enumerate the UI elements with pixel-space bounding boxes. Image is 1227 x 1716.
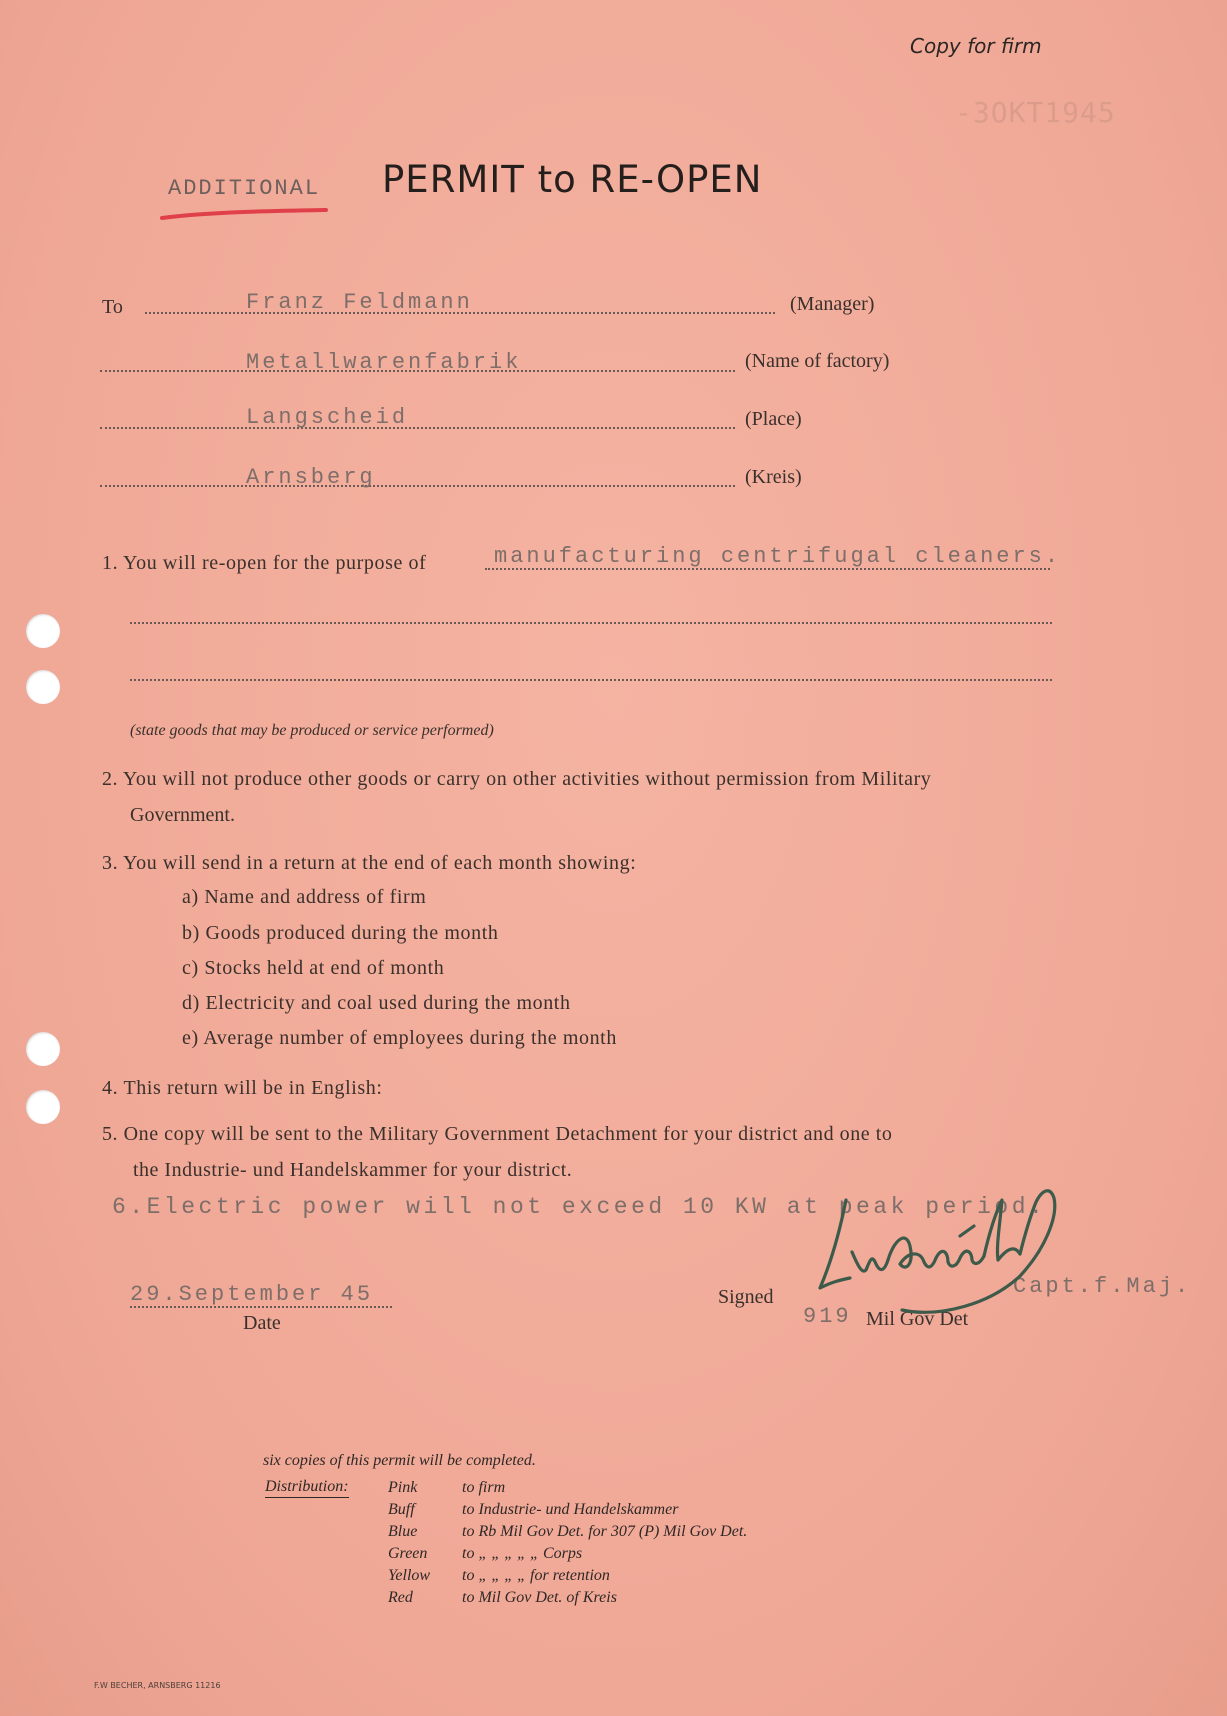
manager-value: Franz Feldmann bbox=[246, 290, 473, 315]
item-1-text: 1. You will re-open for the purpose of bbox=[102, 552, 427, 574]
distribution-label: Distribution: bbox=[265, 1478, 349, 1498]
item-1-value: manufacturing centrifugal cleaners. bbox=[494, 544, 1062, 569]
item-2-line-2: Government. bbox=[130, 804, 235, 826]
distribution-dest: to „ „ „ „ „ Corps bbox=[462, 1545, 583, 1562]
item-6-text: 6.Electric power will not exceed 10 KW at peak period. bbox=[112, 1194, 1047, 1220]
distribution-color: Red bbox=[388, 1589, 413, 1606]
item-3-text: 3. You will send in a return at the end of each month showing: bbox=[102, 852, 637, 874]
distribution-dest: to „ „ „ „ for retention bbox=[462, 1567, 610, 1584]
item-4-text: 4. This return will be in English: bbox=[102, 1077, 383, 1099]
item-3-sub-e: e) Average number of employees during the month bbox=[182, 1027, 617, 1049]
distribution-color: Blue bbox=[388, 1523, 418, 1540]
kreis-label: (Kreis) bbox=[745, 466, 802, 488]
distribution-color: Green bbox=[388, 1545, 428, 1562]
distribution-dest: to Industrie- und Handelskammer bbox=[462, 1501, 679, 1518]
item-3-sub-c: c) Stocks held at end of month bbox=[182, 957, 445, 979]
item-1-note: (state goods that may be produced or service performed) bbox=[130, 722, 494, 739]
kreis-value: Arnsberg bbox=[246, 465, 376, 490]
additional-stamp: ADDITIONAL bbox=[168, 176, 321, 201]
rank-value: Capt.f.Maj. bbox=[1013, 1274, 1192, 1299]
handwritten-signature bbox=[810, 1160, 1070, 1320]
det-number: 919 bbox=[803, 1304, 852, 1329]
item-1-blank-line bbox=[130, 679, 1052, 681]
item-2-line-1: 2. You will not produce other goods or carry on other activities without permission from Military bbox=[102, 768, 932, 790]
signed-label: Signed bbox=[718, 1286, 774, 1308]
to-label: To bbox=[102, 296, 123, 318]
distribution-color: Buff bbox=[388, 1501, 415, 1518]
distribution-dest: to Rb Mil Gov Det. for 307 (P) Mil Gov Det. bbox=[462, 1523, 748, 1540]
date-line bbox=[130, 1306, 392, 1308]
date-label: Date bbox=[243, 1312, 281, 1334]
factory-label: (Name of factory) bbox=[745, 350, 890, 372]
document-title: PERMIT to RE-OPEN bbox=[382, 158, 763, 201]
item-3-sub-d: d) Electricity and coal used during the month bbox=[182, 992, 571, 1014]
punch-hole bbox=[26, 614, 60, 648]
red-underline-mark bbox=[160, 206, 330, 222]
place-line bbox=[100, 427, 735, 429]
place-value: Langscheid bbox=[246, 405, 409, 430]
copy-for-firm-label: Copy for firm bbox=[910, 34, 1042, 58]
distribution-intro: six copies of this permit will be completed. bbox=[263, 1452, 536, 1469]
item-5-line-2: the Industrie- und Handelskammer for your district. bbox=[133, 1159, 573, 1181]
place-label: (Place) bbox=[745, 408, 802, 430]
received-date-stamp: -3OKT1945 bbox=[955, 96, 1116, 129]
item-3-sub-b: b) Goods produced during the month bbox=[182, 922, 499, 944]
punch-hole bbox=[26, 670, 60, 704]
factory-value: Metallwarenfabrik bbox=[246, 350, 522, 375]
det-label: Mil Gov Det bbox=[866, 1308, 969, 1330]
kreis-line bbox=[100, 485, 735, 487]
item-5-line-1: 5. One copy will be sent to the Military Government Detachment for your district and one to bbox=[102, 1123, 893, 1145]
manager-label: (Manager) bbox=[790, 293, 875, 315]
item-1-blank-line bbox=[130, 622, 1052, 624]
date-value: 29.September 45 bbox=[130, 1282, 374, 1307]
punch-hole bbox=[26, 1032, 60, 1066]
distribution-dest: to firm bbox=[462, 1479, 506, 1496]
printer-imprint: F.W BECHER, ARNSBERG 11216 bbox=[94, 1681, 221, 1690]
distribution-color: Yellow bbox=[388, 1567, 431, 1584]
punch-hole bbox=[26, 1090, 60, 1124]
distribution-color: Pink bbox=[388, 1479, 418, 1496]
distribution-dest: to Mil Gov Det. of Kreis bbox=[462, 1589, 617, 1606]
item-3-sub-a: a) Name and address of firm bbox=[182, 886, 427, 908]
